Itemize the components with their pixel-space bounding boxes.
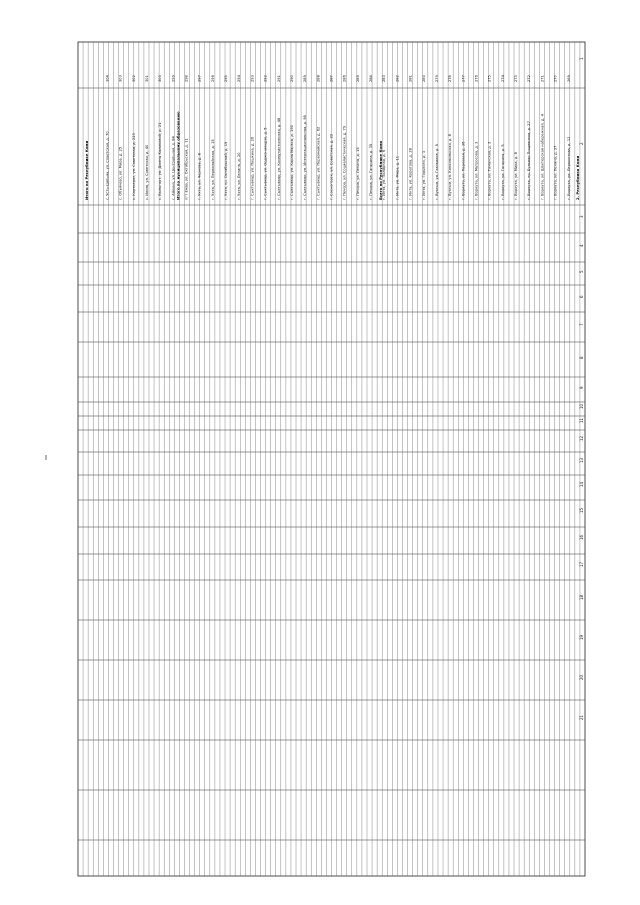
row-number: 290 — [289, 75, 294, 82]
row-number: 270 — [553, 75, 558, 82]
row-address: с. Ижма, ул. Советская, д. 40 — [144, 144, 149, 200]
section-row-title: Итого по муниципальному образованию — [175, 111, 181, 200]
section-row-title: Итого по Республике Коми — [84, 140, 90, 200]
header-number: 14 — [579, 481, 584, 487]
row-number: 286 — [342, 75, 347, 82]
row-number: 293 — [250, 75, 255, 82]
row-number: 282 — [395, 75, 400, 82]
header-number: 17 — [579, 561, 584, 567]
header-number: 3 — [579, 215, 584, 218]
header-number: 16 — [579, 534, 584, 540]
row-address: г. Сосногорск, ул. Советская, д. 22 — [329, 133, 334, 200]
row-number: 298 — [184, 75, 189, 82]
section-row-title: Всего по Республике Коми — [378, 141, 384, 200]
header-number: 18 — [579, 594, 584, 600]
row-number: 277 — [461, 75, 466, 82]
row-number: 299 — [171, 75, 176, 82]
row-address: г. Воркута, ул. Лермонтова, д. 12 — [566, 136, 571, 200]
row-address: г. Сыктывкар, ул. Карла Маркса, д. 190 — [289, 125, 294, 200]
header-number: 11 — [579, 417, 584, 423]
row-number: 303 — [118, 75, 123, 82]
row-address: г. Ухта, ул. Чернова, д. 8 — [197, 153, 202, 200]
row-number: 296 — [210, 75, 215, 82]
row-number: 279 — [434, 75, 439, 82]
row-number: 276 — [474, 75, 479, 82]
row-number: 302 — [131, 75, 136, 82]
row-address: г. Вуктыл, ул. Комсомольская, д. 8 — [448, 134, 453, 200]
row-address: г. Сыктывкар, ул. Первомайская, д. 62 — [316, 126, 321, 200]
table-rotated-group — [78, 42, 585, 876]
header-number: 7 — [579, 323, 584, 326]
header-number: 2 — [579, 142, 584, 145]
row-number: 272 — [527, 75, 532, 82]
row-address: г. Печора, ул. Ленина, д. 15 — [355, 147, 360, 200]
header-number: 8 — [579, 356, 584, 359]
header-number: 15 — [579, 507, 584, 513]
row-address: г. Инта, ул. Полярная, д. 6 — [382, 149, 387, 200]
header-number: 4 — [579, 244, 584, 247]
row-number: 295 — [224, 75, 229, 82]
row-address: г. Воркута, ул. Парковая, д. 36 — [461, 141, 466, 200]
header-number: 12 — [579, 435, 584, 441]
row-number: 271 — [540, 75, 545, 82]
row-address: г. Инта, ул. Горького, д. 3 — [421, 150, 426, 200]
row-number: 280 — [421, 75, 426, 82]
row-address: г. Сыктывкар, ул. Орджоникидзе, д. 5 — [263, 127, 268, 200]
row-number: 291 — [276, 75, 281, 82]
row-number: 274 — [500, 75, 505, 82]
row-number: 278 — [448, 75, 453, 82]
section-row-title: 2. Республика Коми — [574, 155, 580, 200]
row-address: г. Ухта, ул. Первомайская, д. 15 — [210, 139, 215, 200]
row-address: г. Инта, ул. Куратова, д. 28 — [408, 148, 413, 200]
row-number: 300 — [158, 75, 163, 82]
row-address: пгт Емва, ул. Октябрьская, д. 11 — [184, 138, 189, 200]
header-number: 5 — [579, 270, 584, 273]
header-number: 19 — [579, 634, 584, 640]
row-address: г. Вуктыл, ул. Газовиков, д. 5 — [434, 144, 439, 200]
header-number: 10 — [579, 403, 584, 409]
row-number: 289 — [303, 75, 308, 82]
row-address: с. Объячево, ул. Мира, д. 25 — [118, 146, 123, 200]
header-number: 21 — [579, 714, 584, 720]
row-address: г. Ухта, пр. Октябрьский, д. 19 — [224, 141, 229, 200]
header-number: 1 — [579, 57, 584, 60]
header-number: 13 — [579, 457, 584, 463]
row-address: с. Выльгорт, ул. Домны Каликовой, д. 21 — [158, 122, 163, 200]
row-number: 304 — [105, 75, 110, 82]
row-address: с. Айкино, ул. Центральная, д. 84 — [171, 136, 176, 200]
row-number: 292 — [263, 75, 268, 82]
row-address: г. Воркута, ул. Мира, д. 8 — [514, 152, 519, 200]
header-number: 9 — [579, 386, 584, 389]
row-number: 284 — [369, 75, 374, 82]
row-number: 269 — [566, 75, 571, 82]
row-address: г. Печора, ул. Гагарина, д. 35 — [369, 143, 374, 200]
row-number: 275 — [487, 75, 492, 82]
row-address: с. Корткерос, ул. Советская, д. 223 — [131, 133, 136, 200]
row-address: г. Сыктывкар, ул. Пушкина, д. 26 — [250, 136, 255, 200]
row-address: г. Воркута, ул. Ленина, д. 37 — [553, 145, 558, 200]
row-number: 288 — [316, 75, 321, 82]
row-address: г. Воркута, пр. Бульвар Пищевиков, д. 27 — [527, 121, 532, 200]
row-address: с. Усть-Цильма, ул. Советская, д. 70 — [105, 131, 110, 200]
row-number: 285 — [355, 75, 360, 82]
row-number: 294 — [237, 75, 242, 82]
row-address: г. Сыктывкар, ул. Интернациональная, д. 98 — [303, 115, 308, 200]
header-number: 20 — [579, 674, 584, 680]
row-address: г. Печора, ул. Социалистическая, д. 79 — [342, 125, 347, 200]
row-address: г. Сыктывкар, ул. Коммунистическая, д. 48 — [276, 117, 281, 200]
row-address: г. Ухта, ул. Ленина, д. 20 — [237, 152, 242, 200]
row-number: 283 — [382, 75, 387, 82]
row-number: 273 — [514, 75, 519, 82]
row-number: 287 — [329, 75, 334, 82]
row-address: г. Инта, ул. Мира, д. 11 — [395, 155, 400, 200]
row-number: 281 — [408, 75, 413, 82]
header-number: 6 — [579, 295, 584, 298]
row-number: 301 — [144, 75, 149, 82]
row-address: г. Воркута, ул. Гагарина, д. 5 — [500, 144, 505, 200]
row-address: г. Воркута, ул. Тиманская, д. 3 — [487, 141, 492, 200]
row-address: г. Воркута, ул. Матросова, д. 3 — [474, 141, 479, 200]
row-number: 297 — [197, 75, 202, 82]
row-address: г. Воркута, ул. Шахтерская набережная, д. 4 — [540, 114, 545, 200]
